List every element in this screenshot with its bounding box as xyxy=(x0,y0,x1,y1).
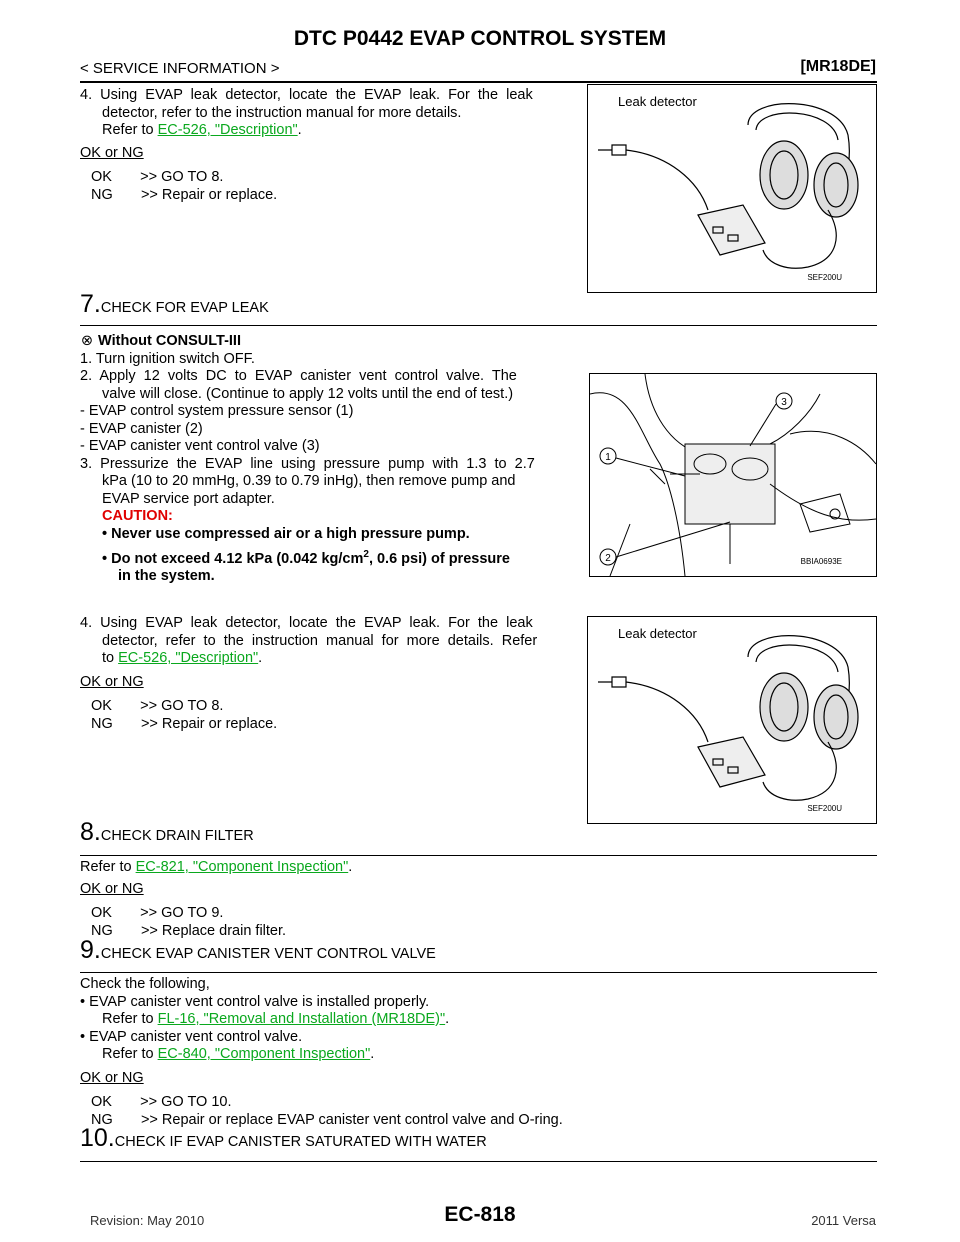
step-9-body: Check the following, • EVAP canister vent control valve is installed properly. Refer to FL-16, "Removal and Installation (MR18DE)". • EVAP canister vent control valve. Refer to EC-840, "Component Inspection". xyxy=(80,976,860,1064)
figure-code: SEF200U xyxy=(807,803,842,813)
step-10-heading: 10.CHECK IF EVAP CANISTER SATURATED WITH WATER xyxy=(80,1124,487,1152)
model-year: 2011 Versa xyxy=(811,1213,876,1228)
step-7-heading: 7.CHECK FOR EVAP LEAK xyxy=(80,290,269,318)
leak-detector-illustration xyxy=(588,85,876,292)
reference-link[interactable]: EC-840, "Component Inspection" xyxy=(157,1046,371,1062)
callout-1: 1 xyxy=(605,452,611,463)
step-8-rule xyxy=(80,855,877,856)
ok-ng-heading: OK or NG xyxy=(80,145,144,161)
ng-result: NG >> Repair or replace. xyxy=(91,187,278,203)
reference-line: Refer to EC-840, "Component Inspection". xyxy=(102,1046,375,1062)
ok-result: OK >> GO TO 8. xyxy=(91,169,224,185)
engine-code: [MR18DE] xyxy=(800,58,876,75)
revision-date: Revision: May 2010 xyxy=(90,1213,205,1228)
evap-canister-figure xyxy=(589,373,877,577)
ok-ng-heading: OK or NG xyxy=(80,674,144,690)
reference-link[interactable]: EC-526, "Description" xyxy=(157,122,298,138)
leak-detector-figure xyxy=(587,84,877,293)
ok-result: OK >> GO TO 10. xyxy=(91,1094,232,1110)
step-9-heading: 9.CHECK EVAP CANISTER VENT CONTROL VALVE xyxy=(80,936,436,964)
callout-2: 2 xyxy=(605,553,611,564)
mode-line: ⊗ Without CONSULT-III xyxy=(80,333,241,349)
ok-ng-heading: OK or NG xyxy=(80,1070,144,1086)
figure-label: Leak detector xyxy=(618,626,697,641)
reference-link[interactable]: FL-16, "Removal and Installation (MR18DE)" xyxy=(157,1011,446,1027)
step-10-rule xyxy=(80,1161,877,1162)
reference-line: Refer to EC-821, "Component Inspection". xyxy=(80,859,353,875)
leak-detector-step: 4. Using EVAP leak detector, locate the EVAP leak. For the leak detector, refer to the instruction manual for more details. Refer to EC-526, "Description". xyxy=(80,615,580,668)
leak-detector-step-top xyxy=(80,87,580,140)
step-text: detector, refer to the instruction manual for more details. xyxy=(102,104,462,121)
reference-line: to EC-526, "Description". xyxy=(102,650,263,666)
reference-link[interactable]: EC-526, "Description" xyxy=(118,650,259,666)
step-7-body: ⊗ Without CONSULT-III 1. Turn ignition switch OFF. 2. Apply 12 volts DC to EVAP canister vent control valve. The valve will close. (Continue to apply 12 volts until the end of test.) - EVAP control system pressure sensor (1) - EVAP canister (2) - EVAP canister vent control valve (3) 3. Pressurize the EVAP line using pressure pump with 1.3 to 2.7 kPa (10 to 20 mmHg, 0.39 to 0.79 inHg), then remove pump and EVAP service port adapter. CAUTION: • Never use compressed air or a high pressure pump. • Do not exceed 4.12 kPa (0.042 $kg/cm^2$, 0.6 psi) of pressure in the system. xyxy=(80,333,580,586)
reference-link[interactable]: EC-821, "Component Inspection" xyxy=(135,859,349,875)
step-7-rule xyxy=(80,325,877,326)
breadcrumb: < SERVICE INFORMATION > xyxy=(80,60,280,77)
ng-result: NG >> Replace drain filter. xyxy=(91,923,287,939)
page-number: EC-818 xyxy=(444,1203,516,1226)
ok-result: OK >> GO TO 8. xyxy=(91,698,224,714)
page-title: DTC P0442 EVAP CONTROL SYSTEM xyxy=(293,27,667,50)
leak-detector-illustration xyxy=(588,617,876,823)
caution-pressure: • Do not exceed 4.12 kPa (0.042 $kg/cm^2$, 0.6 psi) of pressure xyxy=(102,549,510,567)
leak-detector-figure-2 xyxy=(587,616,877,824)
ok-ng-heading: OK or NG xyxy=(80,881,144,897)
ng-result: NG >> Repair or replace. xyxy=(91,716,278,732)
step-9-rule xyxy=(80,972,877,973)
reference-line: Refer to EC-526, "Description". xyxy=(102,122,302,138)
figure-code: BBIA0693E xyxy=(800,556,842,566)
figure-label: Leak detector xyxy=(618,94,697,109)
step-8-heading: 8.CHECK DRAIN FILTER xyxy=(80,818,254,846)
evap-canister-illustration xyxy=(590,374,876,576)
header-rule xyxy=(80,81,877,83)
step-text: 4. Using EVAP leak detector, locate the EVAP leak. For the leak xyxy=(80,87,533,103)
reference-line: Refer to FL-16, "Removal and Installation (MR18DE)". xyxy=(102,1011,450,1027)
figure-code: SEF200U xyxy=(807,272,842,282)
caution-label: CAUTION: xyxy=(102,508,173,524)
callout-3: 3 xyxy=(781,397,787,408)
ok-result: OK >> GO TO 9. xyxy=(91,905,224,921)
no-tool-icon: ⊗ xyxy=(80,333,94,349)
ng-result: NG >> Repair or replace EVAP canister vent control valve and O-ring. xyxy=(91,1112,563,1128)
